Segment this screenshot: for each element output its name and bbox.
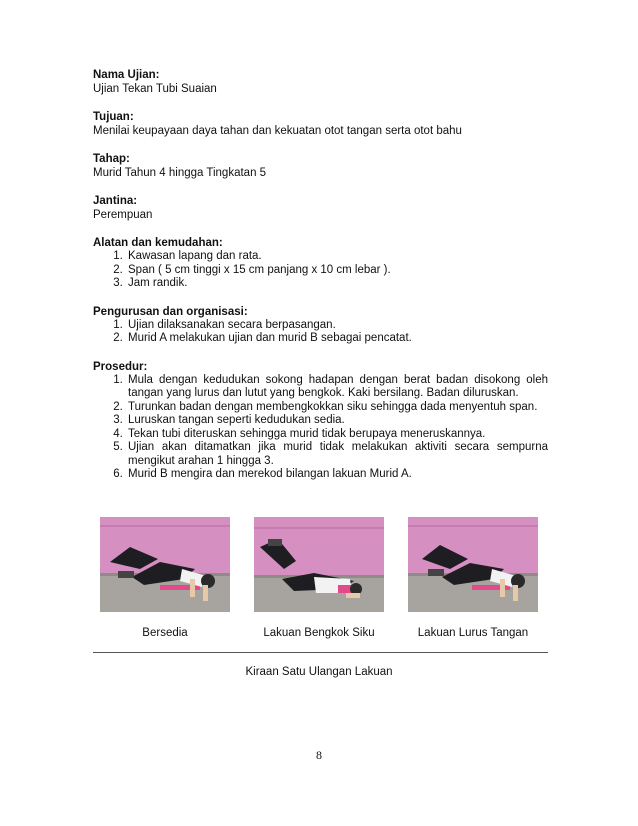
list-item: 5. Ujian akan ditamatkan jika murid tidak melakukan aktiviti secara sempurna mengikut arahan 1 hingga 3. — [126, 441, 548, 468]
section-text: Menilai keupayaan daya tahan dan kekuatan otot tangan serta otot bahu — [93, 125, 462, 137]
list-item: 4. Tekan tubi diteruskan sehingga murid tidak berupaya meneruskannya. — [126, 428, 548, 442]
photo-strip — [0, 517, 638, 612]
alatan-list — [126, 250, 548, 291]
prosedur-list — [126, 374, 548, 482]
list-item: 3. Luruskan tangan seperti kedudukan sedia. — [126, 414, 548, 428]
list-item: 1. Kawasan lapang dan rata. — [126, 250, 548, 264]
list-item: 2. Murid A melakukan ujian dan murid B sebagai pencatat. — [126, 332, 548, 346]
list-item: 2. Turunkan badan dengan membengkokkan siku sehingga dada menyentuh span. — [126, 401, 548, 415]
section-alatan — [93, 236, 548, 291]
list-item: 3. Jam randik. — [126, 277, 548, 291]
section-tahap — [93, 152, 548, 180]
section-label: Pengurusan dan organisasi: — [93, 305, 248, 318]
section-prosedur — [93, 360, 548, 482]
pengurusan-list — [126, 319, 548, 346]
section-label: Jantina: — [93, 195, 138, 207]
section-text: Perempuan — [93, 209, 153, 221]
summary-text: Kiraan Satu Ulangan Lakuan — [245, 666, 393, 678]
list-item: 1. Mula dengan kedudukan sokong hadapan dengan berat badan disokong oleh tangan yang lurus dan lutut yang bengkok. Kaki bersilang. Badan diluruskan. — [126, 374, 548, 401]
caption-lurus-tangan: Lakuan Lurus Tangan — [417, 627, 529, 639]
page-number: 8 — [316, 748, 322, 762]
photo-lurus-tangan — [408, 517, 538, 612]
section-label: Tahap: — [93, 153, 130, 165]
list-item: 6. Murid B mengira dan merekod bilangan lakuan Murid A. — [126, 468, 548, 482]
caption-bersedia: Bersedia — [142, 627, 188, 639]
section-pengurusan — [93, 305, 548, 346]
section-tujuan — [93, 110, 548, 138]
photo-bersedia — [100, 517, 230, 612]
section-nama — [93, 68, 548, 96]
list-item: 1. Ujian dilaksanakan secara berpasangan. — [126, 319, 548, 333]
document-body — [93, 68, 548, 496]
section-label: Prosedur: — [93, 360, 148, 373]
caption-bengkok-siku: Lakuan Bengkok Siku — [263, 627, 375, 639]
section-jantina — [93, 194, 548, 222]
section-label: Nama Ujian: — [93, 69, 160, 81]
section-label: Alatan dan kemudahan: — [93, 237, 223, 249]
section-label: Tujuan: — [93, 111, 134, 123]
divider — [93, 652, 548, 653]
section-text: Ujian Tekan Tubi Suaian — [93, 83, 217, 95]
photo-bengkok-siku — [254, 517, 384, 612]
section-text: Murid Tahun 4 hingga Tingkatan 5 — [93, 167, 267, 179]
photo-captions — [0, 627, 638, 643]
list-item: 2. Span ( 5 cm tinggi x 15 cm panjang x 10 cm lebar ). — [126, 264, 548, 278]
